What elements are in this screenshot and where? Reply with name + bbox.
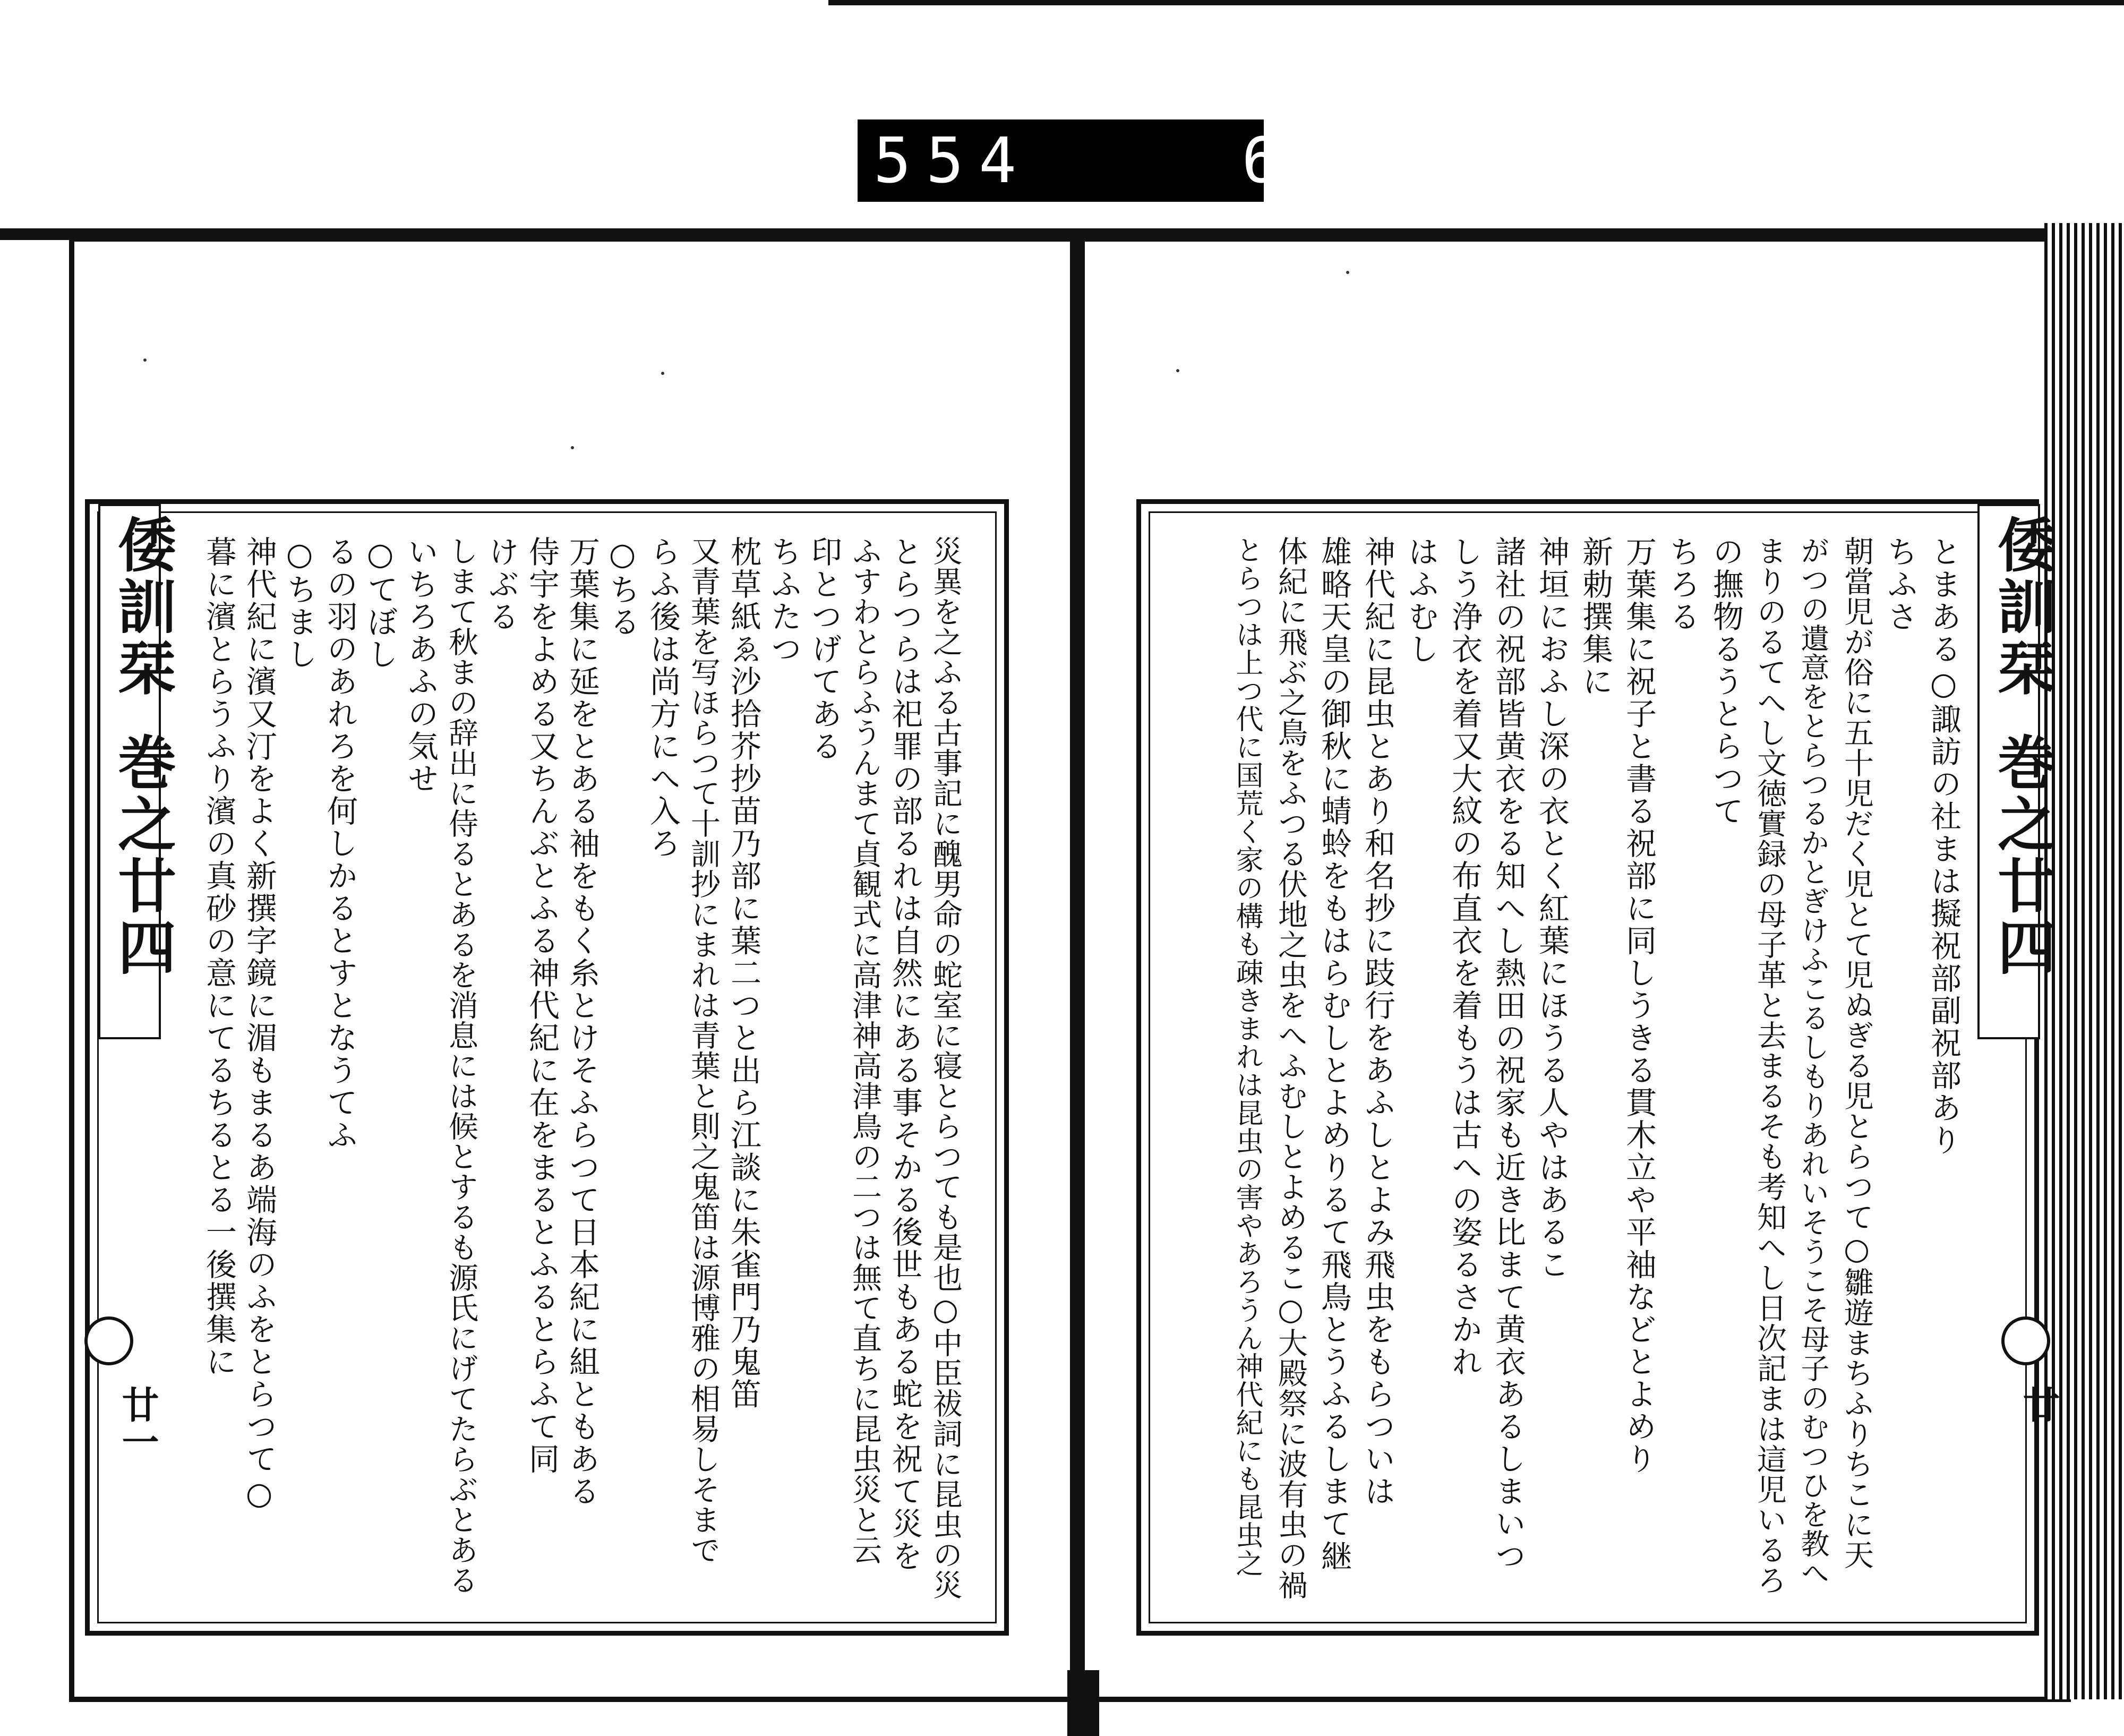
right-page-circle — [2001, 1316, 2050, 1365]
catalog-number-tag: 554 644. — [858, 119, 1264, 202]
left-text-column: 侍宇をよめる又ちんぶとふる神代紀に在をまるとふるとらふて同 — [524, 536, 560, 1475]
left-text-column: ちふたつ — [766, 536, 802, 665]
scan-top-edge — [828, 0, 2124, 5]
left-text-column: るの羽のあれろを何しかるとすとなうてふ — [322, 536, 358, 1151]
right-text-column: 神垣におふし深の衣とく紅葉にほうる人やはあるこ — [1534, 536, 1570, 1281]
book-gutter — [1070, 228, 1085, 1736]
left-text-column: いちろあふの気せ — [402, 536, 439, 795]
right-text-frame — [1136, 499, 2061, 1636]
left-text-column: けぶる — [483, 536, 519, 633]
scan-speck — [1176, 369, 1179, 372]
right-text-column: 雄略天皇の御秋に蜻蛉をもはらむしとよめりるて飛鳥とうふるしまて継 — [1316, 536, 1352, 1572]
right-text-column: とまある○諏訪の社まは擬祝部副祝部あり — [1925, 536, 1962, 1157]
right-text-column: 諸社の祝部皆黄衣をる知へし熱田の祝家も近き比まて黄衣あるしまいつ — [1490, 536, 1526, 1572]
right-text-column: がつの遺意をとらつるかとぎけふこるしもりあれいそうこそ母子のむつひを教へ — [1796, 536, 1830, 1587]
scan-speck — [571, 446, 574, 449]
left-text-column: 万葉集に延をとある袖をもく糸とけそふらつて日本紀に組ともある — [564, 536, 600, 1508]
left-text-column: 印とつげてある — [806, 536, 842, 763]
left-text-column: 枕草紙ゑ沙拾芥抄苗乃部に葉二つと出ら江談に朱雀門乃鬼笛 — [725, 536, 761, 1410]
left-text-column: 災異を之ふる古事記に醜男命の蛇室に寝とらつても是也○中臣祓詞に昆虫の災 — [928, 536, 963, 1600]
scan-speck — [1346, 271, 1349, 274]
right-text-column: 朝當児が俗に五十児だく児とて児ぬぎる児とらつて○雛遊まちふりちこに天 — [1839, 536, 1874, 1570]
right-spine-title: 倭訓栞 — [1988, 515, 2057, 699]
scan-speck — [661, 372, 664, 375]
right-text-column: まりのるてへし文徳實録の母子革と去まるそも考知へし日次記まは這児いるろ — [1752, 536, 1787, 1595]
right-text-column: 万葉集に祝子と書る祝部に同しうきる貫木立や平袖などとよめり — [1621, 536, 1657, 1475]
right-text-column: 神代紀に昆虫とあり和名抄に跂行をあふしとよみ飛虫をもらついは — [1359, 536, 1395, 1508]
right-text-column: しう浄衣を着又大紋の布直衣を着もうは古への姿るさかれ — [1446, 536, 1483, 1378]
left-text-column: ○ちる — [604, 536, 640, 638]
left-text-column: 神代紀に濱又汀をよく新撰字鏡に湄もまるあ端海のふをとらつて○ — [241, 536, 277, 1513]
right-text-column: 体紀に飛ぶ之鳥をふつる伏地之虫をへふむしとよめるこ○大殿祭に波有虫の禍 — [1273, 536, 1308, 1600]
right-text-column: の撫物るうとらつて — [1708, 536, 1744, 827]
left-spine-title: 倭訓栞 — [108, 515, 177, 699]
left-text-column: ○ちまし — [281, 536, 318, 671]
left-text-column: ○てぼし — [362, 536, 398, 671]
left-text-frame — [85, 499, 1009, 1636]
left-text-column: 又青葉を写ほらつて十訓抄にまれは青葉と則之鬼笛は源博雅の相易しそまで — [686, 536, 721, 1565]
right-text-column: ちふさ — [1882, 536, 1918, 633]
left-text-column: 暮に濱とらうふり濱の真砂の意にてるちるとる一後撰集に — [201, 536, 237, 1378]
right-text-column: とらつは上つ代に国荒く家の構も疎きまれは昆虫の害やあろうん神代紀にも昆虫之 — [1231, 536, 1263, 1577]
right-text-column: 新勅撰集に — [1577, 536, 1613, 698]
right-spine-volume: 巻之廿四 — [1988, 732, 2057, 979]
book-gutter-base — [1067, 1670, 1099, 1736]
left-page-circle — [84, 1316, 133, 1365]
scan-speck — [143, 358, 147, 362]
right-page-number: 廿 — [2017, 1386, 2061, 1423]
right-text-column: はふむし — [1403, 536, 1439, 665]
right-text-column: ちろる — [1664, 536, 1700, 633]
left-text-column: らふ後は尚方にへ入ろ — [645, 536, 681, 860]
left-text-column: ふすわとらふうんまて貞観式に高津神高津鳥の二つは無て直ちに昆虫災と云 — [847, 536, 882, 1565]
left-text-column: しまて秋まの辞出に侍るとあるを消息には候とするも源氏にげてたらぶとある — [444, 536, 478, 1595]
left-spine-volume: 巻之廿四 — [108, 732, 177, 979]
left-text-column: とらつらは祀罪の部るれは自然にある事そかる後世もある蛇を祝て災を — [887, 536, 923, 1572]
left-page-number: 廿一 — [116, 1386, 160, 1460]
